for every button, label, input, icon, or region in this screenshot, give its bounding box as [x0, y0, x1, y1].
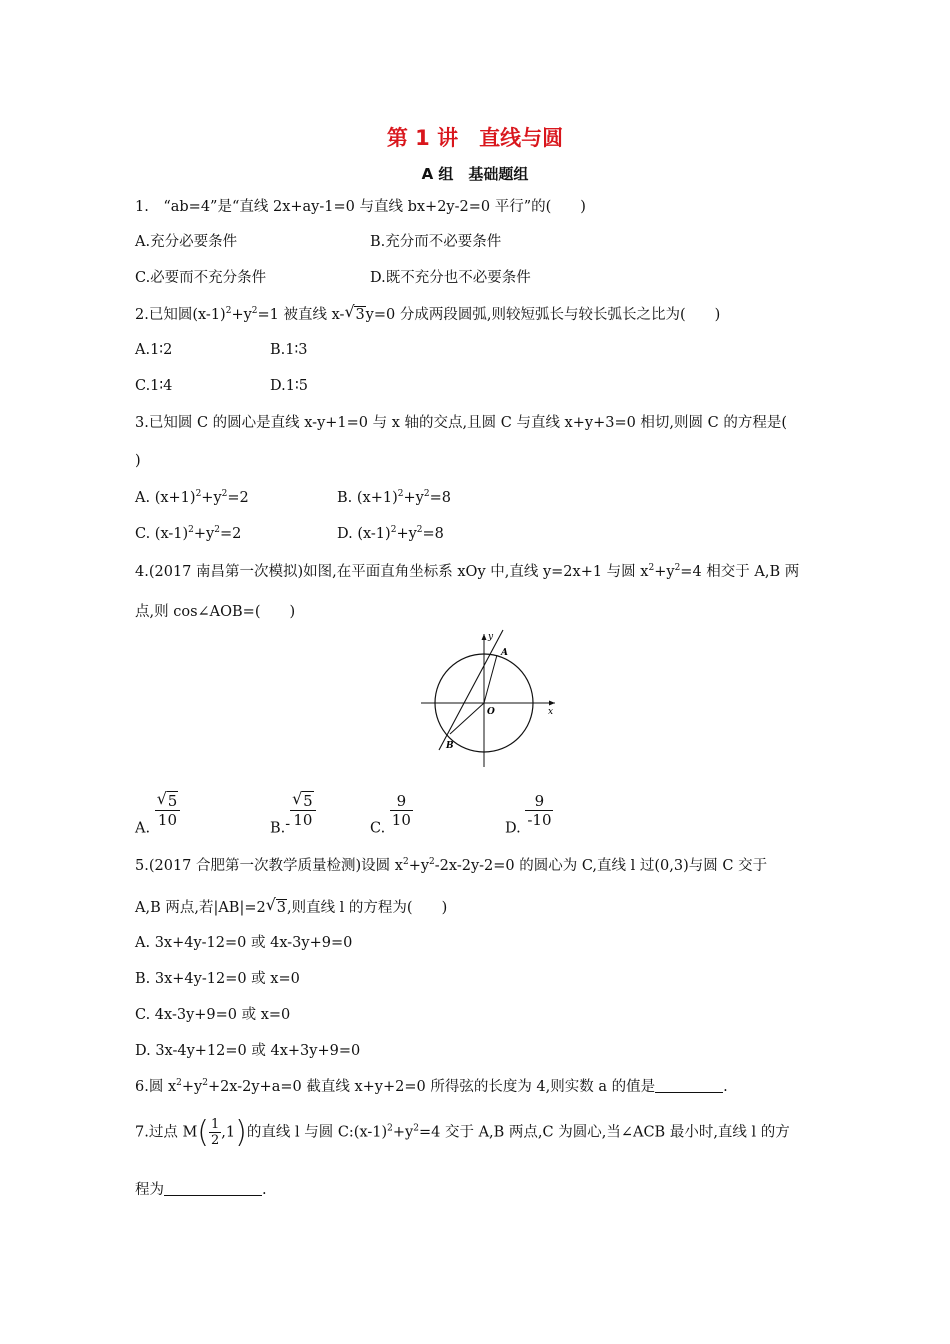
x-label: x: [548, 707, 554, 717]
q1-option-a: A.充分必要条件: [135, 234, 238, 250]
sqrt: √ 3: [344, 305, 365, 325]
q3-option-d: D. $(x-1)^2+y^2=8$: [337, 525, 444, 542]
question-3-line-1: 3.已知圆 C 的圆心是直线 x-y+1=0 与 x 轴的交点,且圆 C 与直线 x+y+3=0 相切,则圆 C 的方程是(: [135, 415, 788, 431]
fraction: √ $\frac{5}{10}$: [155, 792, 181, 829]
question-5-line-2: A,B 两点,若|AB|=2√ 3,则直线 l 的方程为( ): [135, 898, 447, 918]
answer-blank[interactable]: [164, 1181, 262, 1196]
section-subtitle: A 组 基础题组: [421, 165, 529, 183]
circle-line-figure: [417, 628, 557, 770]
fraction: $\frac{1}{2}$: [211, 1117, 220, 1148]
fraction: $\frac{9}{-10}$: [527, 792, 552, 829]
sqrt: √ 3: [266, 898, 287, 918]
q4-option-b: B.- √ $\frac{5}{10}$: [270, 792, 316, 837]
origin-label: O: [487, 707, 495, 717]
question-4-line-1: 4.(2017 南昌第一次模拟)如图,在平面直角坐标系 xOy 中,直线 y=2x+1 与圆 $x^2+y^2=4$ 相交于 A,B 两: [135, 563, 800, 580]
question-5-line-1: 5.(2017 合肥第一次教学质量检测)设圆 $x^2+y^2-2x-2y-2=0$ 的圆心为 C,直线 l 过(0,3)与圆 C 交于: [135, 857, 768, 874]
question-7-line-2: 程为 .: [135, 1182, 267, 1198]
q2-option-d: D.1∶5: [270, 378, 308, 394]
q4-option-a: A. √ $\frac{5}{10}$: [135, 792, 180, 837]
q1-option-c: C.必要而不充分条件: [135, 270, 267, 286]
point-a-label: A: [501, 648, 508, 658]
q5-option-d: D. 3x-4y+12=0 或 4x+3y+9=0: [135, 1043, 361, 1059]
fraction: √ $\frac{5}{10}$: [290, 792, 316, 829]
line-y-2x-1: [439, 630, 503, 750]
y-axis-arrow: [482, 634, 487, 640]
q1-option-b: B.充分而不必要条件: [370, 234, 502, 250]
q3-option-c: C. $(x-1)^2+y^2=2$: [135, 525, 242, 542]
q3-option-a: A. $(x+1)^2+y^2=2$: [135, 489, 249, 506]
q1-option-d: D.既不充分也不必要条件: [370, 270, 531, 286]
q2-option-c: C.1∶4: [135, 378, 173, 394]
q3-option-b: B. $(x+1)^2+y^2=8$: [337, 489, 451, 506]
answer-blank[interactable]: [655, 1078, 723, 1093]
q2-option-b: B.1∶3: [270, 342, 308, 358]
question-1: 1. “ab=4”是“直线 2x+ay-1=0 与直线 bx+2y-2=0 平行”的( ): [135, 199, 586, 215]
question-7-line-1: 7.过点 M( $\frac{1}{2}$ ,1)的直线 l 与圆 $C:(x-1)^2+y^2=4$ 交于 A,B 两点,C 为圆心,当∠ACB 最小时,直线 l 的方: [135, 1115, 790, 1150]
question-4-line-2: 点,则 cos∠AOB=( ): [135, 604, 296, 620]
y-label: y: [488, 632, 494, 642]
point-b-label: B: [446, 741, 454, 751]
page-title: 第 1 讲 直线与圆: [386, 126, 564, 150]
q2-option-a: A.1∶2: [135, 342, 173, 358]
fraction: $\frac{9}{10}$: [391, 792, 411, 829]
question-2: 2.已知圆$(x-1)^2+y^2=1$ 被直线 x-√ 3y=0 分成两段圆弧,则较短弧长与较长弧长之比为( ): [135, 305, 720, 325]
x-axis-arrow: [549, 701, 555, 706]
q5-option-a: A. 3x+4y-12=0 或 4x-3y+9=0: [135, 935, 353, 951]
question-3-line-2: ): [135, 453, 141, 469]
q4-option-d: D. $\frac{9}{-10}$: [505, 792, 552, 837]
q4-option-c: C. $\frac{9}{10}$: [370, 792, 411, 837]
question-6: 6.圆 $x^2+y^2+2x-2y+a=0$ 截直线 x+y+2=0 所得弦的长度为 4,则实数 a 的值是 .: [135, 1078, 728, 1095]
q5-option-c: C. 4x-3y+9=0 或 x=0: [135, 1007, 291, 1023]
q5-option-b: B. 3x+4y-12=0 或 x=0: [135, 971, 300, 987]
segment-ob: [450, 703, 484, 734]
